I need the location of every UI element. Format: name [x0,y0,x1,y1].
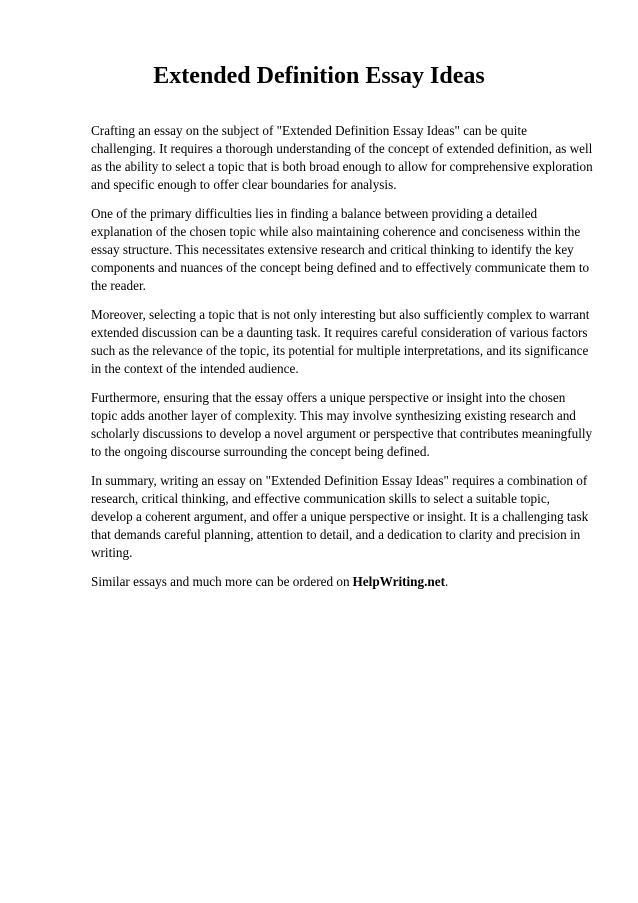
document-title: Extended Definition Essay Ideas [153,63,485,89]
closing-text: Similar essays and much more can be ordered on [91,574,350,589]
paragraph-4: Furthermore, ensuring that the essay offers a unique perspective or insight into the chosen topic adds another layer of complexity. This may involve synthesizing existing research and scholarly discussions to develop a novel argument or perspective that contributes meaningfully to the ongoing discourse surrounding the concept being defined. [91,390,593,459]
paragraph-3: Moreover, selecting a topic that is not only interesting but also sufficiently complex to warrant extended discussion can be a daunting task. It requires careful consideration of various factors such as the relevance of the topic, its potential for multiple interpretations, and its significance in the context of the intended audience. [91,307,590,376]
paragraph-5: In summary, writing an essay on "Extended Definition Essay Ideas" requires a combination of research, critical thinking, and effective communication skills to select a suitable topic, develop a coherent argument, and offer a unique perspective or insight. It is a challenging task that demands careful planning, attention to detail, and a dedication to clarity and precision in writing. [91,473,589,560]
closing-line [91,573,594,591]
paragraph-1: Crafting an essay on the subject of "Extended Definition Essay Ideas" can be quite challenging. It requires a thorough understanding of the concept of extended definition, as well as the ability to select a topic that is both broad enough to allow for comprehensive exploration and specific enough to offer clear boundaries for analysis. [91,123,593,192]
helpwriting-link[interactable]: HelpWriting.net [352,574,445,589]
paragraph-2: One of the primary difficulties lies in finding a balance between providing a detailed explanation of the chosen topic while also maintaining coherence and conciseness within the essay structure. This necessitates extensive research and critical thinking to identify the key components and nuances of the concept being defined and to effectively communicate them to the reader. [91,206,590,293]
closing-suffix: . [444,574,449,589]
